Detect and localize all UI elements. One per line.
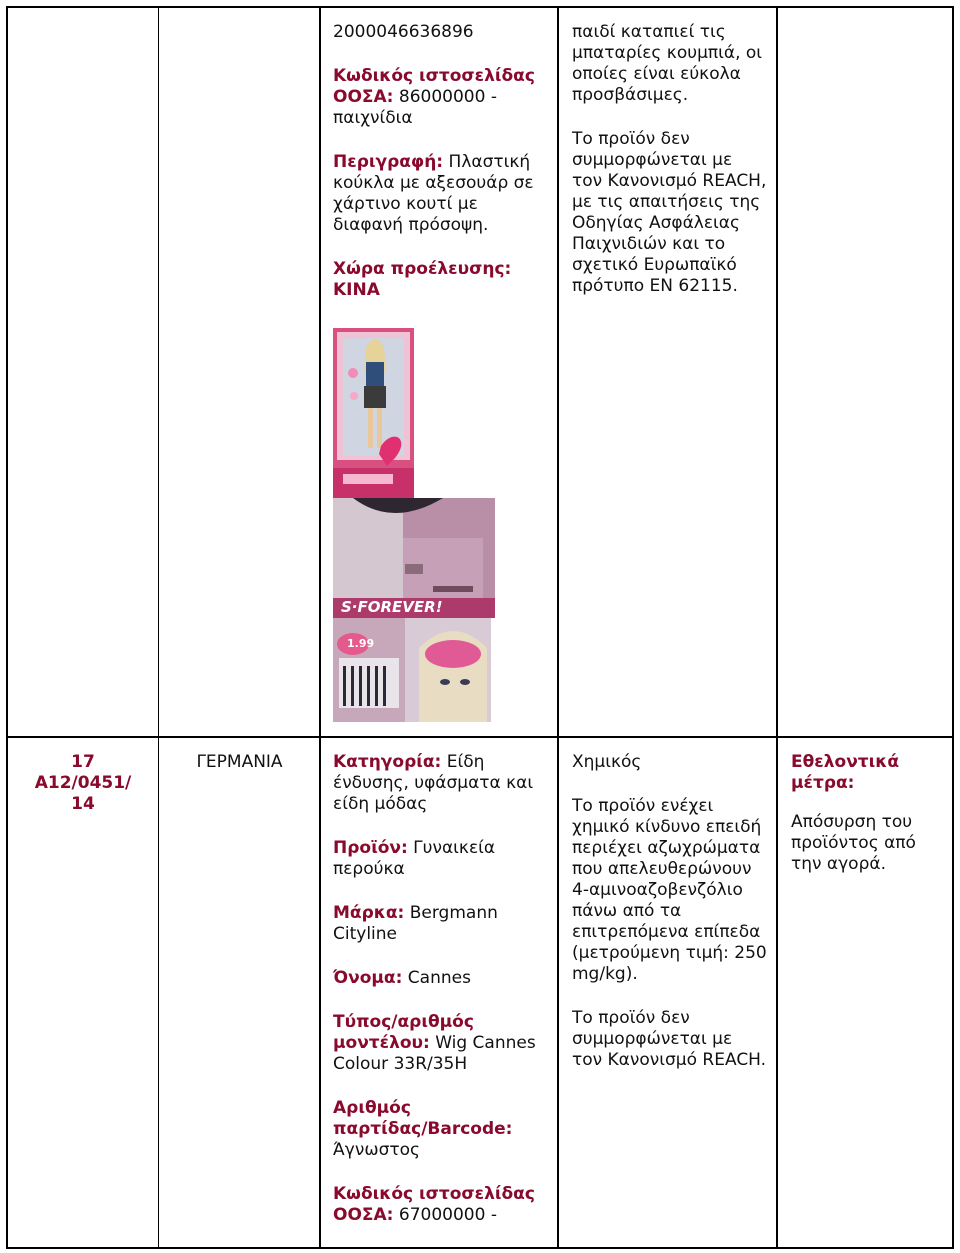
origin-field	[333, 259, 548, 301]
risk-cell-top	[572, 22, 767, 320]
name-label: Όνομα:	[333, 968, 403, 988]
description-value: Πλαστική κούκλα με αξεσουάρ σε χάρτινο κουτί με διαφανή πρόσοψη.	[333, 152, 534, 235]
cpv-field	[333, 66, 548, 129]
brand-value: Bergmann Cityline	[333, 903, 498, 944]
doll-box-photo	[333, 328, 414, 498]
notification-reference: A12/0451/ 14	[34, 773, 132, 814]
reach-noncompliance: Το προϊόν δεν συμμορφώνεται με τον Κανονισμό REACH.	[572, 1008, 767, 1070]
brand-label: Μάρκα:	[333, 903, 405, 923]
brand-field	[333, 903, 548, 945]
column-divider-4	[776, 6, 778, 1249]
barcode: 2000046636896	[333, 22, 474, 42]
risk-type: Χημικός	[572, 752, 642, 772]
product-value: Γυναικεία περούκα	[333, 838, 496, 879]
product-field	[333, 838, 548, 880]
product-cell-row17	[333, 752, 548, 1249]
model-field	[333, 1012, 548, 1075]
model-value: Wig Cannes Colour 33R/35H	[333, 1033, 536, 1074]
measures-cell	[791, 752, 941, 898]
table-border-right	[952, 6, 954, 1249]
description-field	[333, 152, 548, 236]
risk-text-noncompliance: Το προϊόν δεν συμμορφώνεται με τον Κανονισμό REACH, με τις απαιτήσεις της Οδηγίας Ασφάλειας Παιχνιδιών και το σχετικό Ευρωπαϊκό πρότυπο EN 62115.	[572, 129, 767, 296]
price-tag: 1.99	[347, 637, 375, 650]
batch-value: Άγνωστος	[333, 1140, 420, 1160]
risk-text-continued: παιδί καταπιεί τις μπαταρίες κουμπιά, οι οποίες είναι εύκολα προσβάσιμες.	[572, 22, 763, 105]
origin-value: ΚΙΝΑ	[333, 280, 380, 300]
row-number-cell	[10, 752, 156, 815]
country-cell	[160, 752, 319, 773]
table-border-left	[6, 6, 8, 1249]
name-value: Cannes	[407, 968, 471, 988]
category-label: Κατηγορία:	[333, 752, 442, 772]
table-border-top	[6, 6, 954, 8]
category-value: Είδη ένδυσης, υφάσματα και είδη μόδας	[333, 752, 534, 814]
cpv-label: Κωδικός ιστοσελίδας ΟΟΣΑ:	[333, 66, 535, 107]
batch-field	[333, 1098, 548, 1161]
column-divider-3	[557, 6, 559, 1249]
risk-description: Το προϊόν ενέχει χημικό κίνδυνο επειδή περιέχει αζωχρώματα που απελευθερώνουν 4-αμινοαζοβενζόλιο πάνω από τα επιτρεπόμενα επίπεδα (μετρούμενη τιμή: 250 mg/kg).	[572, 796, 767, 984]
model-label: Τύπος/αριθμός μοντέλου:	[333, 1012, 474, 1053]
cpv-value-row17: 67000000 -	[398, 1205, 497, 1225]
box-brand-text: S·FOREVER!	[341, 598, 443, 616]
name-field	[333, 968, 548, 989]
row-divider	[6, 736, 954, 738]
category-field	[333, 752, 548, 815]
box-back-photo	[333, 498, 495, 618]
product-cell-top	[333, 22, 548, 324]
risk-cell-row17	[572, 752, 767, 1094]
batch-label: Αριθμός παρτίδας/Barcode:	[333, 1098, 513, 1139]
cpv-field-row17	[333, 1184, 548, 1226]
cpv-value: 86000000 - παιχνίδια	[333, 87, 497, 128]
doll-head-photo	[333, 618, 491, 722]
measures-label: Εθελοντικά μέτρα:	[791, 752, 900, 793]
column-divider-2	[319, 6, 321, 1249]
description-label: Περιγραφή:	[333, 152, 444, 172]
notifying-country: ΓΕΡΜΑΝΙΑ	[196, 752, 283, 772]
column-divider-1	[158, 6, 159, 1249]
origin-label: Χώρα προέλευσης:	[333, 259, 512, 279]
cpv-label-row17: Κωδικός ιστοσελίδας ΟΟΣΑ:	[333, 1184, 535, 1225]
product-label: Προϊόν:	[333, 838, 408, 858]
row-number: 17	[71, 752, 95, 772]
measures-value: Απόσυρση του προϊόντος από την αγορά.	[791, 812, 916, 874]
